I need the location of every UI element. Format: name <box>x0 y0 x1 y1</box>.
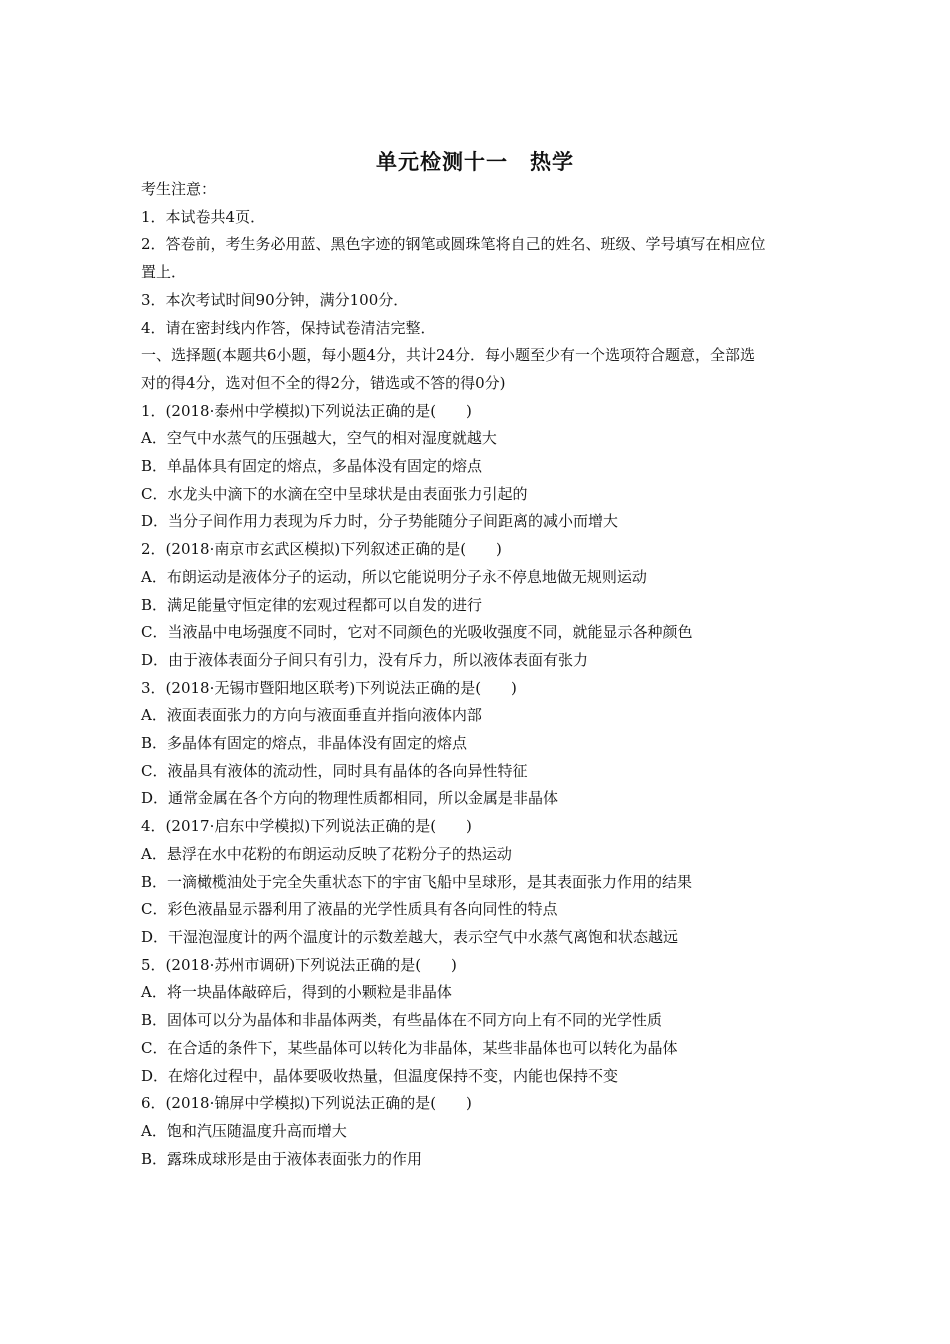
question-option: C．水龙头中滴下的水滴在空中呈球状是由表面张力引起的 <box>141 484 528 503</box>
question-option: B．多晶体有固定的熔点，非晶体没有固定的熔点 <box>141 734 468 753</box>
question-option: A．液面表面张力的方向与液面垂直并指向液体内部 <box>141 706 482 725</box>
question-stem: 2．(2018·南京市玄武区模拟)下列叙述正确的是( ) <box>141 540 502 559</box>
question-option: B．固体可以分为晶体和非晶体两类，有些晶体在不同方向上有不同的光学性质 <box>141 1011 663 1030</box>
question-option: A．饱和汽压随温度升高而增大 <box>141 1121 347 1140</box>
notice-item: 1．本试卷共4页． <box>141 207 266 226</box>
section-heading-cont: 对的得4分，选对但不全的得2分，错选或不答的得0分) <box>141 373 506 392</box>
question-option: A．空气中水蒸气的压强越大，空气的相对湿度就越大 <box>141 429 497 448</box>
section-heading: 一、选择题(本题共6小题，每小题4分，共计24分．每小题至少有一个选项符合题意，全部选 <box>141 346 756 365</box>
question-option: C．液晶具有液体的流动性，同时具有晶体的各向异性特征 <box>141 761 528 780</box>
question-option: D．通常金属在各个方向的物理性质都相同，所以金属是非晶体 <box>141 789 559 808</box>
question-option: B．满足能量守恒定律的宏观过程都可以自发的进行 <box>141 595 483 614</box>
question-option: A．将一块晶体敲碎后，得到的小颗粒是非晶体 <box>141 983 452 1002</box>
question-option: B．单晶体具有固定的熔点，多晶体没有固定的熔点 <box>141 457 483 476</box>
notice-item: 2．答卷前，考生务必用蓝、黑色字迹的钢笔或圆珠笔将自己的姓名、班级、学号填写在相应位 <box>141 235 766 254</box>
question-stem: 6．(2018·锦屏中学模拟)下列说法正确的是( ) <box>141 1094 472 1113</box>
notice-item: 4．请在密封线内作答，保持试卷清洁完整． <box>141 318 436 337</box>
question-option: B．露珠成球形是由于液体表面张力的作用 <box>141 1149 423 1168</box>
question-option: D．当分子间作用力表现为斥力时，分子势能随分子间距离的减小而增大 <box>141 512 619 531</box>
question-stem: 3．(2018·无锡市暨阳地区联考)下列说法正确的是( ) <box>141 678 517 697</box>
document-body <box>141 176 816 1173</box>
question-stem: 5．(2018·苏州市调研)下列说法正确的是( ) <box>141 955 457 974</box>
question-option: D．干湿泡湿度计的两个温度计的示数差越大，表示空气中水蒸气离饱和状态越远 <box>141 927 679 946</box>
notice-item: 置上． <box>141 263 187 282</box>
notice-heading: 考生注意： <box>141 180 217 198</box>
question-option: C．当液晶中电场强度不同时，它对不同颜色的光吸收强度不同，就能显示各种颜色 <box>141 623 693 642</box>
question-option: D．由于液体表面分子间只有引力，没有斥力，所以液体表面有张力 <box>141 650 589 669</box>
notice-item: 3．本次考试时间90分钟，满分100分． <box>141 290 409 309</box>
question-option: A．悬浮在水中花粉的布朗运动反映了花粉分子的热运动 <box>141 844 512 863</box>
question-option: B．一滴橄榄油处于完全失重状态下的宇宙飞船中呈球形，是其表面张力作用的结果 <box>141 872 693 891</box>
page-title: 单元检测十一 热学 <box>376 150 574 174</box>
question-option: C．彩色液晶显示器利用了液晶的光学性质具有各向同性的特点 <box>141 900 558 919</box>
question-stem: 4．(2017·启东中学模拟)下列说法正确的是( ) <box>141 817 472 836</box>
question-option: A．布朗运动是液体分子的运动，所以它能说明分子永不停息地做无规则运动 <box>141 567 647 586</box>
question-option: D．在熔化过程中，晶体要吸收热量，但温度保持不变，内能也保持不变 <box>141 1066 619 1085</box>
question-stem: 1．(2018·泰州中学模拟)下列说法正确的是( ) <box>141 401 472 420</box>
question-option: C．在合适的条件下，某些晶体可以转化为非晶体，某些非晶体也可以转化为晶体 <box>141 1038 678 1057</box>
